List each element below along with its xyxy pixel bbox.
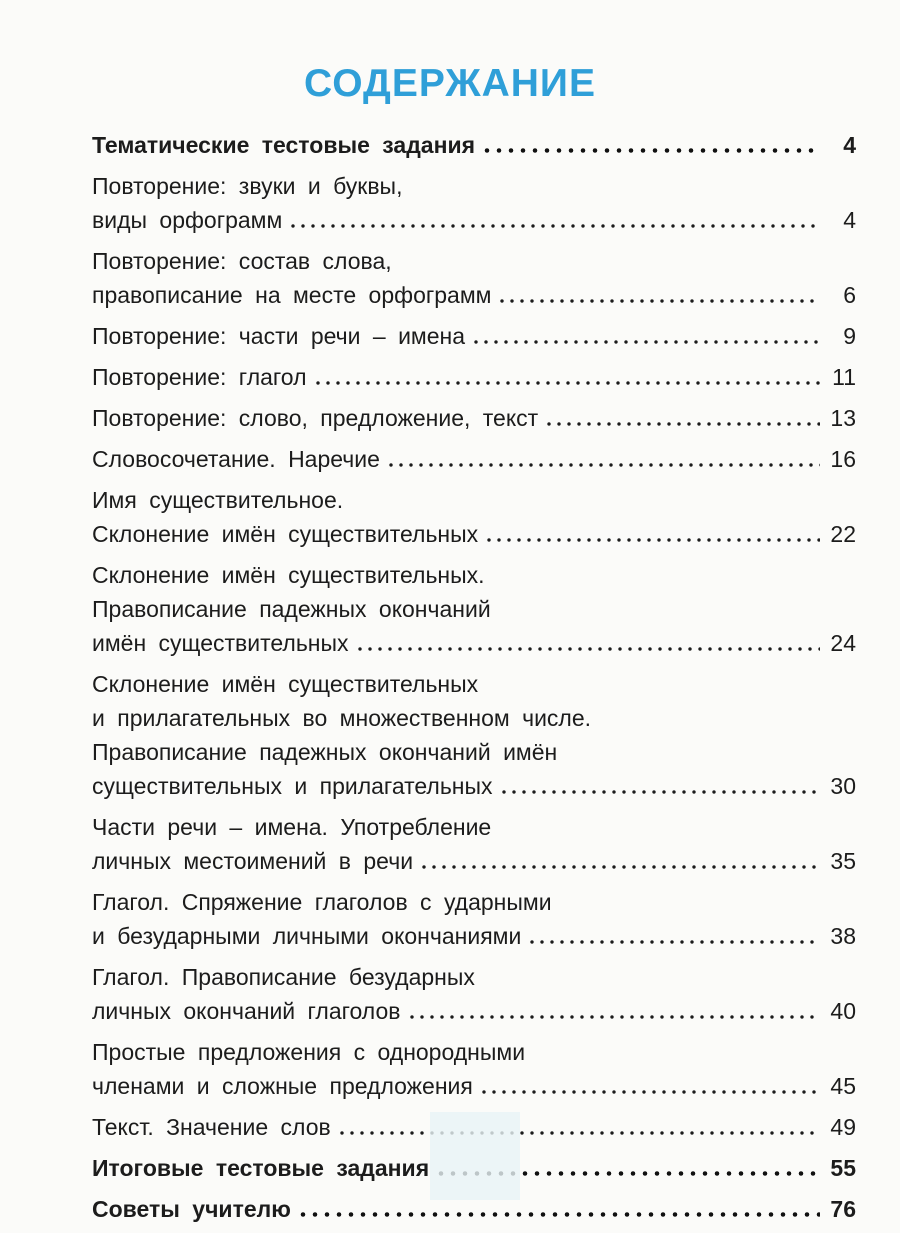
toc-entry-title: правописание на месте орфограмм — [92, 282, 492, 308]
toc-entry-title: Повторение: глагол — [92, 364, 307, 390]
dot-leader — [355, 647, 820, 651]
toc-entry-line: Повторение: звуки и буквы, — [92, 173, 403, 199]
toc-entry-title: Повторение: слово, предложение, текст — [92, 405, 539, 431]
toc-entry[interactable] — [92, 442, 856, 476]
toc-page-number: 55 — [830, 1155, 856, 1181]
toc-entry-title: Текст. Значение слов — [92, 1114, 331, 1140]
dot-leader — [407, 1015, 821, 1019]
toc-entry[interactable] — [92, 360, 856, 394]
toc-entry-last-line — [92, 360, 856, 394]
toc-entry-title: Тематические тестовые задания — [92, 132, 476, 158]
dot-leader — [297, 1212, 820, 1217]
dot-leader — [544, 422, 820, 426]
toc-entry[interactable] — [92, 483, 856, 551]
toc-page-number: 49 — [830, 1114, 856, 1140]
toc-entry-last-line — [92, 1069, 856, 1103]
toc-entry-line: Простые предложения с однородными — [92, 1039, 526, 1065]
page-title: СОДЕРЖАНИЕ — [304, 62, 596, 105]
toc-entry-title: Повторение: части речи – имена — [92, 323, 466, 349]
toc-entry[interactable] — [92, 128, 856, 162]
toc-page-number: 40 — [830, 998, 856, 1024]
toc-entry-title: членами и сложные предложения — [92, 1073, 473, 1099]
table-of-contents — [92, 128, 856, 1233]
toc-entry-title: и безударными личными окончаниями — [92, 923, 522, 949]
toc-entry-title: существительных и прилагательных — [92, 773, 493, 799]
toc-page-number: 16 — [830, 446, 856, 472]
toc-page-number: 6 — [843, 282, 856, 308]
toc-entry-line: и прилагательных во множественном числе. — [92, 705, 592, 731]
dot-leader — [288, 224, 820, 228]
toc-entry-title: Советы учителю — [92, 1196, 291, 1222]
toc-entry-last-line — [92, 919, 856, 953]
dot-leader — [484, 538, 820, 542]
toc-entry[interactable] — [92, 319, 856, 353]
dot-leader — [471, 340, 820, 344]
toc-entry-title: виды орфограмм — [92, 207, 283, 233]
toc-entry[interactable] — [92, 667, 856, 803]
toc-page-number: 45 — [830, 1073, 856, 1099]
toc-entry-title: Итоговые тестовые задания — [92, 1155, 430, 1181]
toc-entry[interactable] — [92, 810, 856, 878]
dot-leader — [313, 381, 821, 385]
dot-leader — [337, 1131, 820, 1135]
toc-entry[interactable] — [92, 169, 856, 237]
toc-page-number: 38 — [830, 923, 856, 949]
dot-leader — [497, 299, 820, 303]
toc-page-number: 11 — [832, 364, 856, 390]
toc-entry-title: Словосочетание. Наречие — [92, 446, 380, 472]
toc-page-number: 35 — [830, 848, 856, 874]
toc-entry-last-line — [92, 319, 856, 353]
dot-leader — [419, 865, 820, 869]
toc-entry-last-line — [92, 994, 856, 1028]
toc-entry-last-line — [92, 278, 856, 312]
toc-page-number: 4 — [843, 207, 856, 233]
toc-entry-last-line — [92, 517, 856, 551]
toc-entry[interactable] — [92, 885, 856, 953]
toc-entry-line: Имя существительное. — [92, 487, 344, 513]
toc-page-number: 22 — [830, 521, 856, 547]
toc-page-number: 24 — [830, 630, 856, 656]
toc-entry[interactable] — [92, 244, 856, 312]
toc-entry[interactable] — [92, 960, 856, 1028]
toc-entry-last-line — [92, 626, 856, 660]
toc-entry-line: Правописание падежных окончаний имён — [92, 739, 558, 765]
toc-page-number: 76 — [830, 1196, 856, 1222]
toc-entry-title: личных местоимений в речи — [92, 848, 414, 874]
toc-entry-last-line — [92, 401, 856, 435]
toc-entry-last-line — [92, 844, 856, 878]
toc-page-number: 13 — [830, 405, 856, 431]
toc-entry-title: имён существительных — [92, 630, 349, 656]
toc-entry-last-line — [92, 442, 856, 476]
dot-leader — [481, 148, 820, 153]
toc-entry-line: Склонение имён существительных — [92, 671, 479, 697]
toc-entry[interactable] — [92, 558, 856, 660]
toc-page-number: 4 — [843, 132, 856, 158]
toc-entry-last-line — [92, 128, 856, 162]
toc-entry[interactable] — [92, 401, 856, 435]
toc-entry-line: Склонение имён существительных. — [92, 562, 485, 588]
dot-leader — [479, 1090, 820, 1094]
toc-entry-line: Глагол. Спряжение глаголов с ударными — [92, 889, 552, 915]
toc-entry-line: Повторение: состав слова, — [92, 248, 392, 274]
page-stamp-decoration — [430, 1112, 520, 1200]
toc-entry-last-line — [92, 769, 856, 803]
toc-entry-title: личных окончаний глаголов — [92, 998, 401, 1024]
toc-page-number: 9 — [843, 323, 856, 349]
toc-entry-last-line — [92, 203, 856, 237]
toc-entry-title: Склонение имён существительных — [92, 521, 479, 547]
toc-entry-line: Правописание падежных окончаний — [92, 596, 491, 622]
toc-entry-line: Глагол. Правописание безударных — [92, 964, 475, 990]
toc-page-number: 30 — [830, 773, 856, 799]
toc-entry-line: Части речи – имена. Употребление — [92, 814, 492, 840]
dot-leader — [527, 940, 820, 944]
dot-leader — [499, 790, 820, 794]
toc-entry[interactable] — [92, 1035, 856, 1103]
dot-leader — [386, 463, 820, 467]
